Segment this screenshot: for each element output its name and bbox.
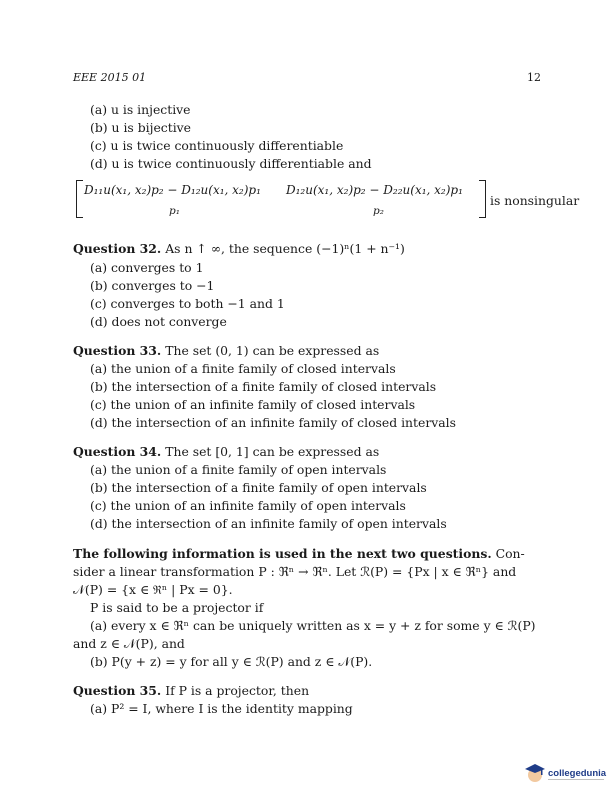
q35-stem: If P is a projector, then bbox=[165, 683, 310, 698]
q33-option-a: (a) the union of a finite family of closed intervals bbox=[90, 361, 396, 376]
q34-option-d: (d) the intersection of an infinite family of open intervals bbox=[90, 516, 447, 531]
graduation-cap-icon bbox=[524, 761, 608, 785]
page-number: 12 bbox=[527, 71, 541, 84]
info-lead-rest: Con- bbox=[491, 546, 525, 561]
q33-option-d: (d) the intersection of an infinite family of closed intervals bbox=[90, 415, 456, 430]
q32-option-c: (c) converges to both −1 and 1 bbox=[90, 296, 285, 311]
q35-label: Question 35. bbox=[73, 683, 162, 698]
matrix-left-bracket bbox=[76, 180, 83, 218]
q31-option-a: (a) u is injective bbox=[90, 102, 191, 117]
collegedunia-logo bbox=[524, 761, 608, 785]
q32-option-a: (a) converges to 1 bbox=[90, 260, 204, 275]
q33-stem-line bbox=[73, 343, 379, 358]
info-bold-lead: The following information is used in the next two questions. bbox=[73, 546, 492, 561]
q33-label: Question 33. bbox=[73, 343, 162, 358]
q34-option-b: (b) the intersection of a finite family of open intervals bbox=[90, 480, 427, 495]
q32-option-b: (b) converges to −1 bbox=[90, 278, 215, 293]
q35-option-a: (a) P² = I, where I is the identity mapping bbox=[90, 701, 353, 716]
matrix-right-bracket bbox=[479, 180, 486, 218]
q32-option-d: (d) does not converge bbox=[90, 314, 227, 329]
info-line-7: (b) P(y + z) = y for all y ∈ ℛ(P) and z ∈ 𝒩(P). bbox=[90, 654, 373, 669]
info-line-2: sider a linear transformation P : ℜⁿ → ℜⁿ. Let ℛ(P) = {Px | x ∈ ℜⁿ} and bbox=[73, 564, 517, 579]
q31-option-c: (c) u is twice continuously differentiable bbox=[90, 138, 344, 153]
logo-text: collegedunia bbox=[548, 768, 607, 779]
q31-option-d: (d) u is twice continuously differentiable and bbox=[90, 156, 372, 171]
q33-option-c: (c) the union of an infinite family of closed intervals bbox=[90, 397, 416, 412]
info-line-6: and z ∈ 𝒩(P), and bbox=[73, 636, 185, 651]
q34-option-c: (c) the union of an infinite family of open intervals bbox=[90, 498, 406, 513]
matrix-top-left: D₁₁u(x₁, x₂)p₂ − D₁₂u(x₁, x₂)p₁ bbox=[84, 183, 261, 197]
q32-label: Question 32. bbox=[73, 241, 162, 256]
info-line-4: P is said to be a projector if bbox=[90, 600, 264, 615]
q35-stem-line bbox=[73, 683, 309, 698]
q33-option-b: (b) the intersection of a finite family of closed intervals bbox=[90, 379, 437, 394]
info-line-3: 𝒩(P) = {x ∈ ℜⁿ | Px = 0}. bbox=[73, 582, 233, 597]
q33-stem: The set (0, 1) can be expressed as bbox=[165, 343, 380, 358]
q34-stem-line bbox=[73, 444, 379, 459]
info-line-5: (a) every x ∈ ℜⁿ can be uniquely written as x = y + z for some y ∈ ℛ(P) bbox=[90, 618, 536, 633]
matrix-top-right: D₁₂u(x₁, x₂)p₂ − D₂₂u(x₁, x₂)p₁ bbox=[286, 183, 463, 197]
info-line-1 bbox=[73, 546, 525, 561]
matrix-bottom-right: p₂ bbox=[373, 205, 384, 217]
matrix-suffix: is nonsingular bbox=[490, 193, 580, 208]
q34-option-a: (a) the union of a finite family of open intervals bbox=[90, 462, 387, 477]
q34-stem: The set [0, 1] can be expressed as bbox=[165, 444, 380, 459]
q34-label: Question 34. bbox=[73, 444, 162, 459]
q32-stem: As n ↑ ∞, the sequence (−1)ⁿ(1 + n⁻¹) bbox=[165, 241, 405, 256]
q31-option-b: (b) u is bijective bbox=[90, 120, 192, 135]
q32-stem-line bbox=[73, 241, 405, 256]
running-header: EEE 2015 01 bbox=[73, 71, 147, 84]
matrix-bottom-left: p₁ bbox=[169, 205, 180, 217]
